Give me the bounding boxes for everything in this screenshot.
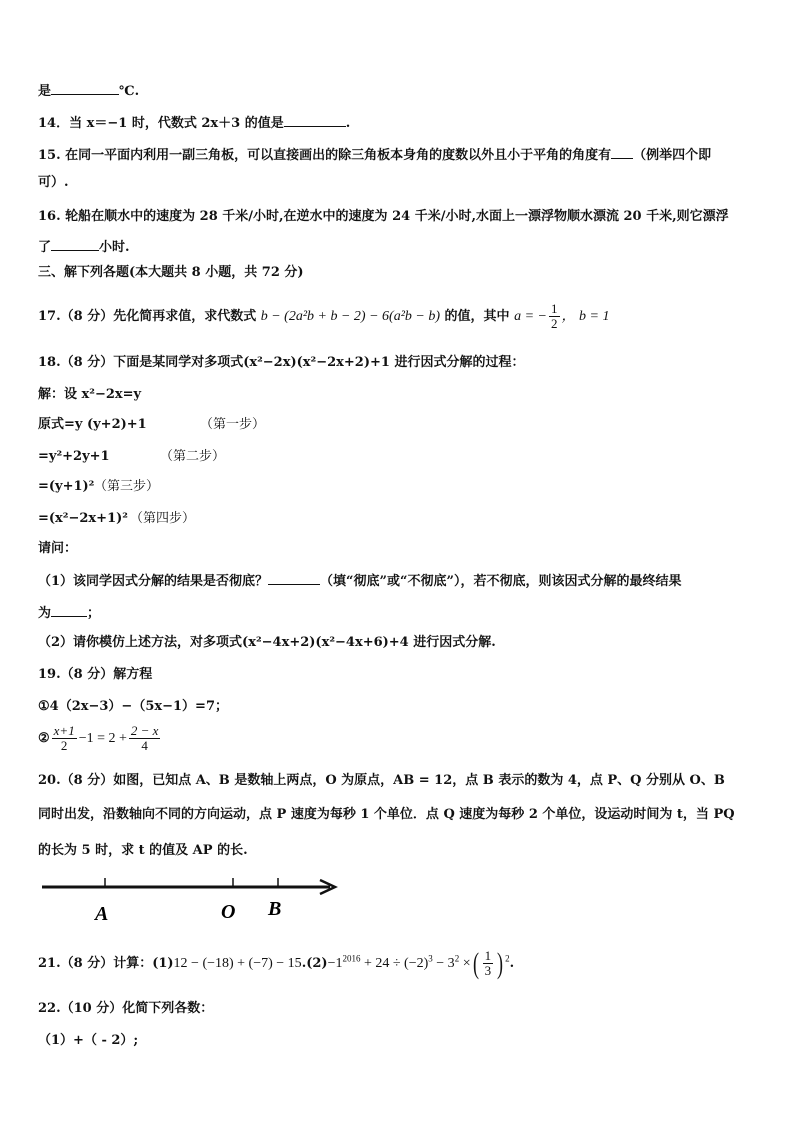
question-text: 18.（8 分）下面是某同学对多项式(x²−2x)(x²−2x+2)+1 进行因式分解的过程： <box>38 355 525 370</box>
text: 请问： <box>38 541 78 556</box>
text: =(y+1)² <box>38 479 95 494</box>
term: − 3 <box>432 956 455 971</box>
text: 原式=y (y+2)+1 <box>38 417 147 432</box>
text: . <box>509 956 515 971</box>
numerator: 1 <box>484 948 492 964</box>
expression: a = − <box>514 309 547 324</box>
numerator: x+1 <box>53 723 75 738</box>
exponent: 2 <box>454 953 460 964</box>
left-paren: ( <box>472 946 479 980</box>
step-3-tag <box>94 478 159 496</box>
text: 同时出发，沿数轴向不同的方向运动，点 P 速度为每秒 1 个单位．点 Q 速度为每秒 2 个单位，设运动时间为 t，当 PQ <box>38 807 735 822</box>
text: （第四步） <box>130 511 196 526</box>
fraction <box>483 949 494 978</box>
question-20-cont <box>38 806 735 824</box>
question-18-part1-cont <box>38 604 100 623</box>
question-21 <box>38 946 514 982</box>
expression: 12 − (−18) + (−7) − 15 <box>173 956 302 971</box>
text: （2）请你模仿上述方法，对多项式(x²−4x+2)(x²−4x+6)+4 进行因式分解. <box>38 635 496 650</box>
step-1 <box>38 416 147 434</box>
exponent: 2 <box>505 953 510 964</box>
step-1-tag <box>200 416 265 434</box>
text: 为 <box>38 606 52 621</box>
step-4-tag <box>130 510 195 528</box>
answer-blank[interactable] <box>51 82 119 95</box>
question-text: 19.（8 分）解方程 <box>38 667 153 682</box>
text: 解：设 x²−2x=y <box>38 387 142 402</box>
text: （第一步） <box>200 417 266 432</box>
text: ② <box>38 731 50 746</box>
text: 的值，其中 <box>444 309 510 324</box>
text: ℃. <box>119 84 140 99</box>
text: .(2) <box>301 956 328 971</box>
exponent: 2016 <box>342 953 361 964</box>
question-22-item1 <box>38 1032 138 1050</box>
question-16-cont <box>38 238 130 257</box>
question-14 <box>38 114 350 133</box>
text: =(x²−2x+1)² <box>38 511 128 526</box>
text: 小时. <box>99 240 130 255</box>
fraction <box>129 724 161 753</box>
question-20-cont2 <box>38 842 248 860</box>
right-paren: ) <box>497 946 504 980</box>
question-15-cont <box>38 174 69 192</box>
denominator: 4 <box>141 738 148 753</box>
section-title: 三、解下列各题(本大题共 8 小题，共 72 分) <box>38 265 304 280</box>
step-4 <box>38 510 128 528</box>
numerator: 1 <box>551 301 558 316</box>
denominator: 2 <box>60 738 68 753</box>
expression: ， b = 1 <box>561 309 610 324</box>
label-a: A <box>95 903 109 924</box>
question-17 <box>38 302 609 332</box>
denominator: 2 <box>551 316 558 331</box>
text: 了 <box>38 240 52 255</box>
text: ； <box>87 606 101 621</box>
expression: −1 = 2 + <box>78 731 127 746</box>
text: ①4（2x−3）−（5x−1）=7； <box>38 699 228 714</box>
question-18-part2 <box>38 634 496 652</box>
question-text: 20.（8 分）如图，已知点 A、B 是数轴上两点，O 为原点，AB = 12，点 B 表示的数为 4，点 P、Q 分别从 O、B <box>38 773 725 788</box>
question-19-item1 <box>38 698 228 716</box>
text: （1）该同学因式分解的结果是否彻底？ <box>38 574 269 589</box>
text: . <box>345 116 351 131</box>
section-heading <box>38 264 304 282</box>
answer-blank[interactable] <box>51 604 87 617</box>
expression <box>327 946 510 980</box>
fraction <box>549 302 560 331</box>
step-2 <box>38 448 110 466</box>
answer-blank[interactable] <box>268 572 320 585</box>
term: × <box>459 956 471 971</box>
question-text: 21.（8 分）计算：(1) <box>38 956 174 971</box>
term: + 24 ÷ (−2) <box>360 956 429 971</box>
question-16 <box>38 208 729 226</box>
answer-blank[interactable] <box>284 114 346 127</box>
question-text: 17.（8 分）先化简再求值，求代数式 <box>38 309 257 324</box>
text: （第二步） <box>160 449 226 464</box>
question-19 <box>38 666 152 684</box>
question-ask <box>38 540 77 558</box>
answer-blank[interactable] <box>51 238 99 251</box>
denominator: 3 <box>484 963 492 979</box>
text: （1）+（ - 2）; <box>38 1033 139 1048</box>
expression: b − (2a²b + b − 2) − 6(a²b − b) <box>260 309 441 324</box>
answer-blank[interactable] <box>611 146 633 159</box>
question-18 <box>38 354 524 372</box>
label-o: O <box>221 901 236 923</box>
question-text: 14．当 x＝−1 时，代数式 2x＋3 的值是 <box>38 116 284 131</box>
question-18-part1 <box>38 572 681 591</box>
question-15 <box>38 146 711 165</box>
text: 是 <box>38 84 52 99</box>
question-text: 16. 轮船在顺水中的速度为 28 千米/小时,在逆水中的速度为 24 千米/小时,水面上一漂浮物顺水漂流 20 千米,则它漂浮 <box>38 209 729 224</box>
text: （例举四个即 <box>633 148 712 163</box>
question-20 <box>38 772 725 790</box>
exponent: 3 <box>428 953 433 964</box>
step-3 <box>38 478 94 496</box>
numerator: 2 − x <box>130 723 159 738</box>
fraction <box>52 724 77 753</box>
question-19-item2 <box>38 722 162 756</box>
solution-intro <box>38 386 141 404</box>
question-22 <box>38 1000 213 1018</box>
text: 可）. <box>38 175 69 190</box>
question-text: 15. 在同一平面内利用一副三角板，可以直接画出的除三角板本身角的度数以外且小于平角的角度有 <box>38 148 612 163</box>
step-2-tag <box>160 448 225 466</box>
text: （填“彻底”或“不彻底”），若不彻底，则该因式分解的最终结果 <box>320 574 682 589</box>
text: =y²+2y+1 <box>38 449 110 464</box>
label-b: B <box>268 898 282 920</box>
number-line-figure <box>38 872 348 924</box>
term: −1 <box>327 956 343 971</box>
q13-tail <box>38 82 139 101</box>
text: 的长为 5 时，求 t 的值及 AP 的长. <box>38 843 248 858</box>
question-text: 22.（10 分）化简下列各数： <box>38 1001 214 1016</box>
text: （第三步） <box>94 479 160 494</box>
